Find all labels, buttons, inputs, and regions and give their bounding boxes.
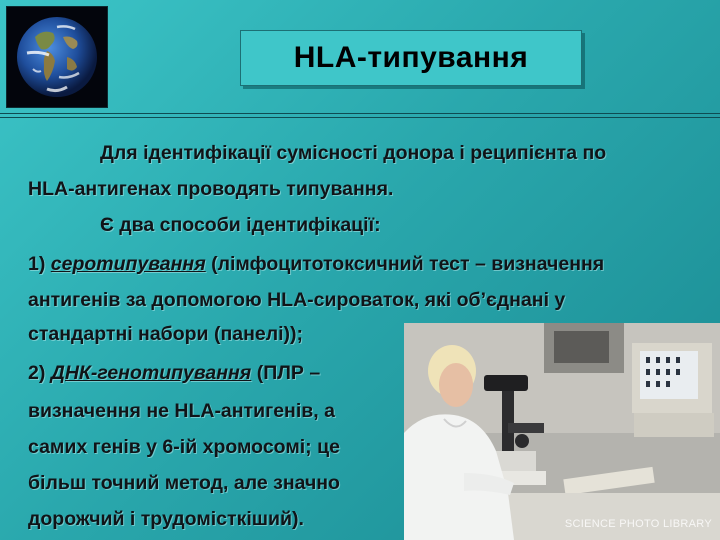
item-1-line-1 <box>28 253 604 276</box>
item-2-number: 2) <box>28 362 51 384</box>
divider-bottom <box>0 117 720 118</box>
slide-title: HLA-типування <box>293 41 529 74</box>
item-1-rest: (лімфоцитотоксичний тест – визначення <box>205 253 605 275</box>
item-2-line-4: більш точний метод, але значно <box>28 472 340 494</box>
paragraph-1-line-1: Для ідентифікації сумісності донора і реципієнта по <box>100 142 607 164</box>
item-1-line-2: антигенів за допомогою HLA-сироваток, які об’єднані у <box>28 289 566 311</box>
earth-globe-icon <box>7 7 107 107</box>
item-2-line-3: самих генів у 6-ій хромосомі; це <box>28 436 340 458</box>
item-1-number: 1) <box>28 253 51 275</box>
item-1-term: серотипування <box>50 253 206 275</box>
item-2-term: ДНК-генотипування <box>50 362 252 384</box>
item-2-rest: (ПЛР – <box>251 362 321 384</box>
paragraph-2-line-1: Є два способи ідентифікації: <box>100 214 381 236</box>
item-2-line-2: визначення не HLA-антигенів, а <box>28 400 335 422</box>
item-1-line-3: стандартні набори (панелі)); <box>28 323 303 345</box>
title-box <box>240 30 582 86</box>
lab-scene-icon <box>404 323 720 540</box>
earth-image <box>6 6 108 108</box>
divider-top <box>0 113 720 114</box>
item-2-line-1 <box>28 362 320 385</box>
watermark: SCIENCE PHOTO LIBRARY <box>564 518 712 530</box>
laboratory-photo <box>404 323 720 540</box>
item-2-line-5: дорожчий і трудомісткіший). <box>28 508 304 530</box>
paragraph-1-line-2: HLA-антигенах проводять типування. <box>28 178 394 200</box>
